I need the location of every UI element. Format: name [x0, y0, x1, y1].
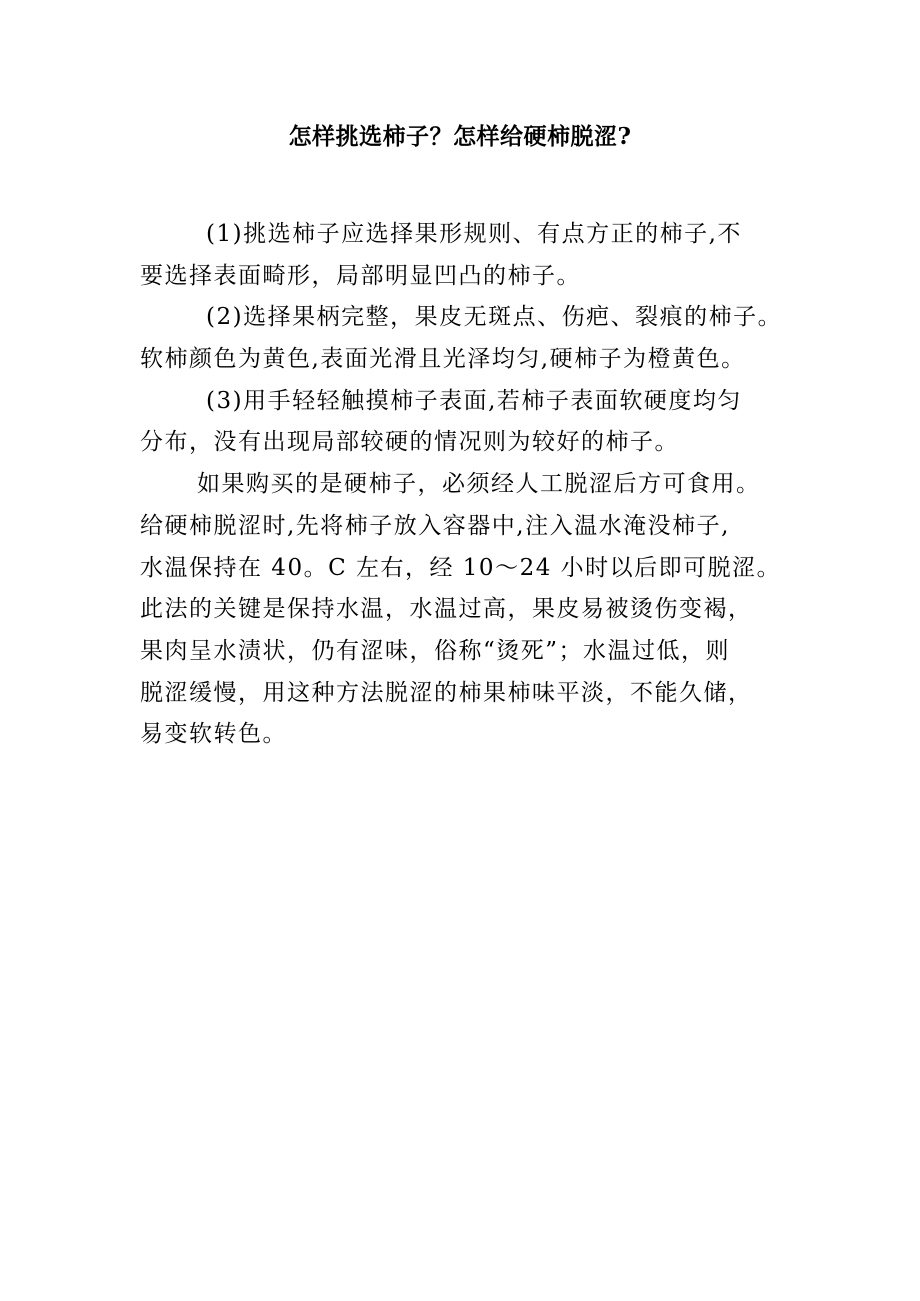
text-line: 如果购买的是硬柿子，必须经人工脱涩后方可食用。 [197, 471, 761, 498]
text-line: 给硬柿脱涩时,先将柿子放入容器中,注入温水淹没柿子, [140, 512, 730, 539]
text-line: 分布，没有出现局部较硬的情况则为较好的柿子。 [140, 429, 679, 456]
text-line: 脱涩缓慢，用这种方法脱涩的柿果柿味平淡，不能久储， [140, 679, 753, 706]
text-line: (1)挑选柿子应选择果形规则、有点方正的柿子,不 [206, 221, 742, 247]
text-line: 水温保持在 40。C 左右，经 10～24 小时以后即可脱涩。 [140, 554, 782, 581]
text-line: (3)用手轻轻触摸柿子表面,若柿子表面软硬度均匀 [206, 387, 742, 414]
text-line: (2)选择果柄完整，果皮无斑点、伤疤、裂痕的柿子。 [206, 304, 783, 331]
text-line: 此法的关键是保持水温，水温过高，果皮易被烫伤变褐， [140, 596, 753, 623]
document-body [140, 214, 792, 756]
text-line: 易变软转色。 [140, 721, 287, 748]
document-title: 怎样挑选柿子？怎样给硬柿脱涩? [288, 123, 632, 150]
text-line: 软柿颜色为黄色,表面光滑且光泽均匀,硬柿子为橙黄色。 [140, 346, 746, 373]
text-line: 果肉呈水渍状，仍有涩味，俗称“烫死”；水温过低，则 [140, 637, 731, 664]
text-line: 要选择表面畸形，局部明显凹凸的柿子。 [140, 262, 581, 289]
